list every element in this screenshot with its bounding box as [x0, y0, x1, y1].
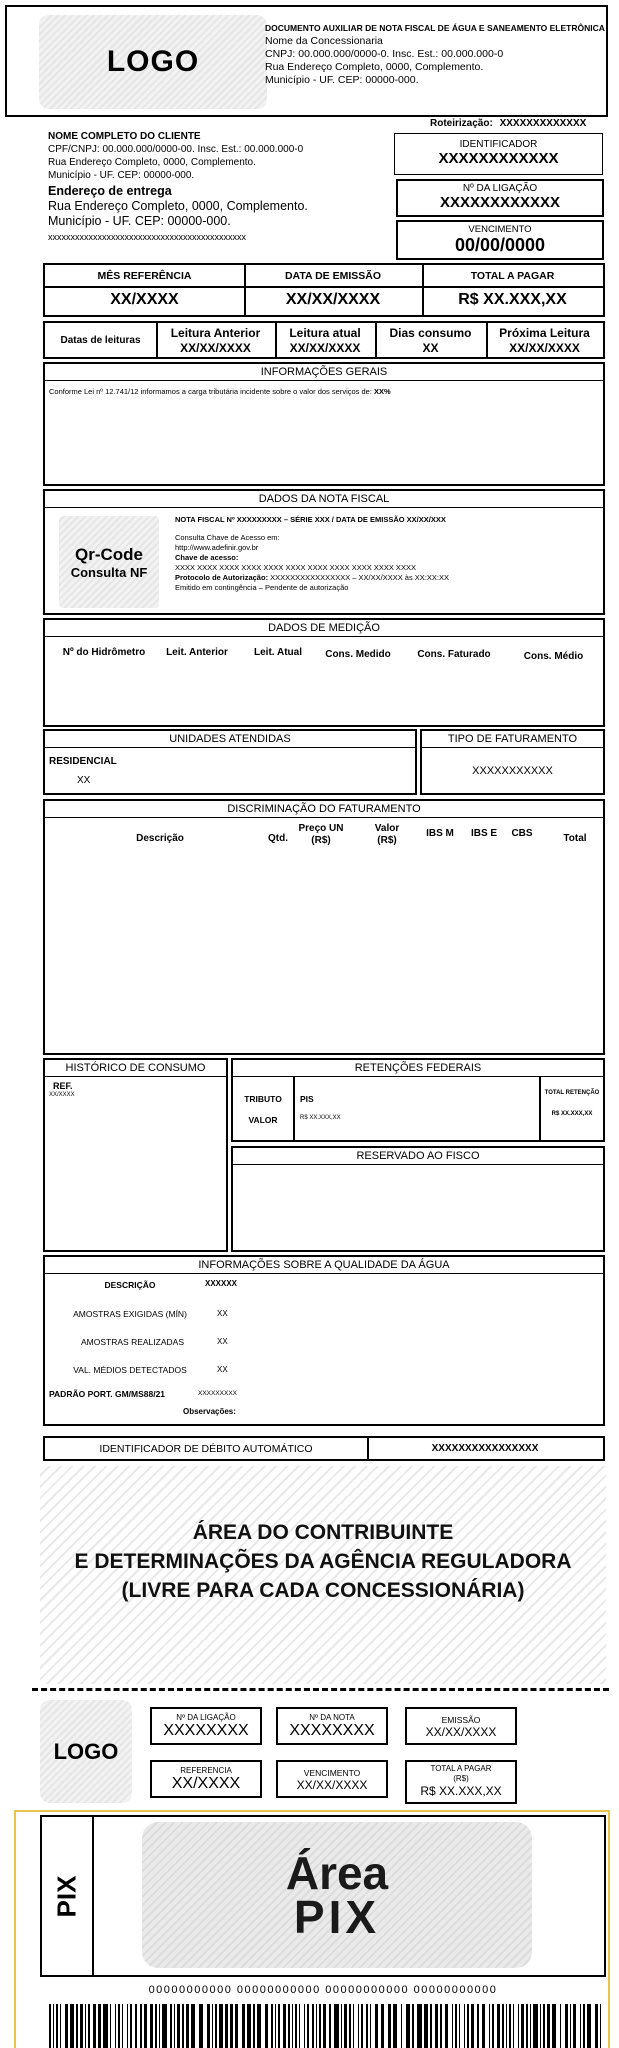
- barcode-bar: [319, 2004, 321, 2048]
- barcode-bar: [88, 2004, 90, 2048]
- barcode-bar: [140, 2004, 142, 2048]
- barcode-bar: [560, 2004, 562, 2048]
- barcode-bar: [445, 2004, 448, 2048]
- barcode-bar: [471, 2004, 474, 2048]
- pix-side-label: PIX: [51, 1875, 82, 1917]
- barcode-bar: [455, 2004, 457, 2048]
- col-prev-reading: Leit. Anterior: [166, 647, 228, 658]
- col-ibs-e: IBS E: [470, 828, 498, 839]
- barcode-bar: [570, 2004, 572, 2048]
- barcode-bar: [127, 2004, 129, 2048]
- barcode-bar: [375, 2004, 378, 2048]
- samples-done-value: XX: [217, 1337, 228, 1346]
- unit-count: XX: [77, 775, 91, 786]
- col-measured: Cons. Medido: [325, 649, 391, 660]
- current-reading-value: XX/XX/XXXX: [289, 341, 361, 355]
- barcode-bar: [358, 2004, 360, 2048]
- pix-area-placeholder: [142, 1822, 532, 1968]
- stub-issue-box: [405, 1707, 517, 1745]
- stub-total-box: [405, 1760, 517, 1804]
- tax-label: TRIBUTO: [244, 1094, 282, 1104]
- barcode: [49, 2004, 607, 2048]
- barcode-bar: [323, 2004, 326, 2048]
- barcode-bar: [85, 2004, 87, 2048]
- barcode-bar: [540, 2004, 542, 2048]
- barcode-bar: [435, 2004, 438, 2048]
- barcode-bar: [401, 2004, 403, 2048]
- barcode-bar: [452, 2004, 454, 2048]
- barcode-bar: [424, 2004, 429, 2048]
- auto-debit-value: XXXXXXXXXXXXXXXX: [431, 1443, 539, 1454]
- col-meter-number: Nº do Hidrômetro: [62, 647, 146, 658]
- barcode-bar: [430, 2004, 432, 2048]
- total-label: TOTAL A PAGAR: [470, 270, 555, 282]
- consumption-days-label: Dias consumo: [389, 326, 472, 340]
- company-logo: [39, 15, 267, 109]
- tax-name: PIS: [300, 1094, 314, 1104]
- access-key-site-label: Consulta Chave de Acesso em:: [175, 533, 280, 542]
- barcode-bar: [65, 2004, 68, 2048]
- fisco-box: [231, 1146, 605, 1252]
- barcode-bar: [344, 2004, 347, 2048]
- barcode-bar: [482, 2004, 485, 2048]
- billing-box: [43, 799, 605, 1055]
- ref-month-label: MÊS REFERÊNCIA: [97, 270, 192, 282]
- barcode-bar: [509, 2004, 511, 2048]
- auto-debit-box: [43, 1436, 605, 1461]
- issue-date-label: DATA DE EMISSÃO: [284, 270, 382, 282]
- taxpayer-area-line1: ÁREA DO CONTRIBUINTE: [192, 1521, 454, 1544]
- barcode-bar: [464, 2004, 466, 2048]
- quality-desc-label: DESCRIÇÃO: [104, 1280, 156, 1290]
- barcode-bar: [150, 2004, 153, 2048]
- col-ibs-m: IBS M: [426, 828, 454, 839]
- observations-label: Observações:: [183, 1407, 236, 1416]
- barcode-bar: [388, 2004, 391, 2048]
- client-extra: xxxxxxxxxxxxxxxxxxxxxxxxxxxxxxxxxxxxxxxxxxxx: [48, 232, 246, 242]
- barcode-bar: [341, 2004, 343, 2048]
- samples-done-label: AMOSTRAS REALIZADAS: [81, 1337, 184, 1347]
- quality-box: [43, 1255, 605, 1426]
- due-label: VENCIMENTO: [468, 224, 532, 235]
- barcode-bar: [292, 2004, 294, 2048]
- barcode-bar: [253, 2004, 255, 2048]
- qr-code-placeholder: [59, 516, 159, 608]
- routing: [430, 118, 586, 129]
- barcode-bar: [76, 2004, 78, 2048]
- barcode-bar: [381, 2004, 384, 2048]
- total-retention-value: R$ XX.XXX,XX: [551, 1111, 593, 1117]
- barcode-bar: [230, 2004, 233, 2048]
- barcode-bar: [275, 2004, 277, 2048]
- general-info-title: INFORMAÇÕES GERAIS: [45, 364, 603, 381]
- quality-title: INFORMAÇÕES SOBRE A QUALIDADE DA ÁGUA: [45, 1257, 603, 1274]
- barcode-bar: [235, 2004, 238, 2048]
- protocol-value: XXXXXXXXXXXXXXXX – XX/XX/XXXX às XX:XX:XX: [270, 573, 449, 582]
- tax-percent: XX%: [374, 387, 391, 396]
- barcode-bar: [370, 2004, 372, 2048]
- connection-value: XXXXXXXXXXXX: [439, 194, 561, 211]
- barcode-bar: [60, 2004, 62, 2048]
- col-cbs: CBS: [511, 828, 533, 839]
- avg-detected-label: VAL. MÉDIOS DETECTADOS: [73, 1365, 187, 1375]
- header-box: [5, 5, 608, 117]
- issue-date-value: XX/XX/XXXX: [285, 291, 381, 308]
- barcode-bar: [312, 2004, 314, 2048]
- company-name: Nome da Concessionaria: [265, 35, 383, 47]
- client-name: NOME COMPLETO DO CLIENTE: [48, 131, 201, 142]
- client-address: Rua Endereço Completo, 0000, Complemento.: [48, 157, 256, 168]
- summary-box: [43, 263, 605, 317]
- current-reading-label: Leitura atual: [289, 326, 361, 340]
- client-city: Município - UF. CEP: 00000-000.: [48, 170, 195, 181]
- due-value: 00/00/0000: [454, 235, 546, 255]
- barcode-bar: [265, 2004, 268, 2048]
- unit-category: RESIDENCIAL: [49, 756, 117, 767]
- next-reading-value: XX/XX/XXXX: [509, 341, 580, 355]
- barcode-bar: [162, 2004, 167, 2048]
- routing-value: XXXXXXXXXXXXX: [499, 118, 587, 129]
- barcode-bar: [115, 2004, 117, 2048]
- barcode-bar: [307, 2004, 309, 2048]
- barcode-bar: [513, 2004, 515, 2048]
- barcode-bar: [247, 2004, 252, 2048]
- next-reading-label: Próxima Leitura: [499, 326, 590, 340]
- barcode-bar: [70, 2004, 75, 2048]
- barcode-digits: 00000000000 00000000000 00000000000 00000000000: [148, 1984, 498, 1996]
- invoice-title: DADOS DA NOTA FISCAL: [45, 491, 603, 508]
- barcode-bar: [103, 2004, 108, 2048]
- consumption-days-value: XX: [422, 341, 439, 355]
- barcode-bar: [518, 2004, 520, 2048]
- stub-due-label: VENCIMENTO: [303, 1768, 361, 1778]
- delivery-address: Rua Endereço Completo, 0000, Complemento.: [48, 199, 308, 213]
- stub-issue-label: EMISSÃO: [441, 1715, 481, 1725]
- access-key-label: Chave de acesso:: [175, 553, 239, 562]
- barcode-bar: [366, 2004, 368, 2048]
- barcode-bar: [159, 2004, 161, 2048]
- barcode-bar: [393, 2004, 398, 2048]
- barcode-bar: [587, 2004, 592, 2048]
- barcode-bar: [412, 2004, 414, 2048]
- stub-logo: [40, 1700, 132, 1803]
- col-quantity: Qtd.: [268, 833, 288, 844]
- barcode-bar: [361, 2004, 363, 2048]
- routing-label: Roteirização:: [430, 118, 493, 129]
- barcode-bar: [186, 2004, 189, 2048]
- client-ids: CPF/CNPJ: 00.000.000/0000-00. Insc. Est.: 00.000.000-0: [48, 144, 304, 155]
- barcode-bar: [177, 2004, 180, 2048]
- barcode-bar: [110, 2004, 112, 2048]
- standard-label: PADRÃO PORT. GM/MS88/21: [49, 1389, 166, 1399]
- document-title: DOCUMENTO AUXILIAR DE NOTA FISCAL DE ÁGUA E SANEAMENTO ELETRÔNICA: [265, 23, 605, 33]
- samples-required-label: AMOSTRAS EXIGIDAS (MÍN): [73, 1309, 187, 1319]
- barcode-bar: [526, 2004, 528, 2048]
- company-city: Município - UF. CEP: 00000-000.: [265, 74, 419, 86]
- stub-note-value: XXXXXXXX: [289, 1722, 375, 1739]
- barcode-bar: [492, 2004, 494, 2048]
- history-ref-label: REF.: [53, 1081, 73, 1091]
- barcode-bar: [53, 2004, 55, 2048]
- cut-line: [32, 1688, 609, 1691]
- readings-box: [43, 321, 605, 359]
- col-curr-reading: Leit. Atual: [254, 647, 302, 658]
- barcode-bar: [502, 2004, 504, 2048]
- col-billed: Cons. Faturado: [417, 649, 491, 660]
- barcode-bar: [506, 2004, 508, 2048]
- barcode-bar: [477, 2004, 479, 2048]
- barcode-bar: [600, 2004, 602, 2048]
- stub-connection-value: XXXXXXXX: [163, 1722, 249, 1739]
- billing-title: DISCRIMINAÇÃO DO FATURAMENTO: [45, 801, 603, 818]
- history-title: HISTÓRICO DE CONSUMO: [45, 1060, 226, 1077]
- barcode-bar: [406, 2004, 411, 2048]
- standard-value: XXXXXXXXX: [198, 1390, 238, 1397]
- barcode-bar: [288, 2004, 290, 2048]
- barcode-bar: [459, 2004, 461, 2048]
- total-value: R$ XX.XXX,XX: [458, 291, 567, 308]
- barcode-bar: [334, 2004, 339, 2048]
- barcode-bar: [329, 2004, 331, 2048]
- barcode-bar: [130, 2004, 132, 2048]
- quality-desc-value: XXXXXX: [205, 1279, 238, 1288]
- barcode-bar: [155, 2004, 157, 2048]
- stub-ref-value: XX/XXXX: [171, 1775, 241, 1792]
- stub-due-box: [276, 1760, 388, 1798]
- qr-consult-label: Consulta NF: [70, 564, 148, 580]
- units-box: [43, 729, 417, 795]
- dates-label: Datas de leituras: [60, 335, 141, 346]
- protocol-label: Protocolo de Autorização:: [175, 573, 269, 582]
- auto-debit-label: IDENTIFICADOR DE DÉBITO AUTOMÁTICO: [99, 1443, 313, 1455]
- stub-logo-text: LOGO: [53, 1738, 119, 1764]
- barcode-bar: [191, 2004, 196, 2048]
- barcode-bar: [135, 2004, 137, 2048]
- barcode-bar: [219, 2004, 224, 2048]
- billing-type-title: TIPO DE FATURAMENTO: [422, 731, 603, 748]
- stub-total-label: TOTAL A PAGAR (R$): [430, 1764, 492, 1783]
- stub-connection-box: [150, 1707, 262, 1745]
- measurement-title: DADOS DE MEDIÇÃO: [45, 620, 603, 637]
- retentions-title: RETENÇÕES FEDERAIS: [233, 1060, 603, 1077]
- general-info-text: Conforme Lei nº 12.741/12 informamos a carga tributária incidente sobre o valor dos serviços de:: [49, 387, 372, 396]
- total-retention-label: TOTAL RETENÇÃO: [544, 1090, 600, 1096]
- barcode-bar: [573, 2004, 576, 2048]
- fisco-title: RESERVADO AO FISCO: [233, 1148, 603, 1165]
- barcode-bar: [56, 2004, 58, 2048]
- billing-type-box: [420, 729, 605, 795]
- units-title: UNIDADES ATENDIDAS: [45, 731, 415, 748]
- barcode-bar: [98, 2004, 101, 2048]
- barcode-bar: [349, 2004, 351, 2048]
- barcode-bar: [257, 2004, 262, 2048]
- barcode-bar: [182, 2004, 184, 2048]
- taxpayer-area-line2: E DETERMINAÇÕES DA AGÊNCIA REGULADORA: [74, 1550, 572, 1573]
- stub-due-value: XX/XX/XXXX: [296, 1778, 368, 1792]
- barcode-bar: [316, 2004, 318, 2048]
- barcode-bar: [489, 2004, 491, 2048]
- barcode-bar: [242, 2004, 245, 2048]
- col-value: Valor (R$): [374, 823, 400, 846]
- barcode-bar: [595, 2004, 598, 2048]
- barcode-bar: [533, 2004, 538, 2048]
- taxpayer-area: [40, 1466, 606, 1684]
- history-ref-value: XX/XXXX: [49, 1092, 75, 1098]
- connection-box: [396, 179, 604, 217]
- barcode-bar: [295, 2004, 297, 2048]
- stub-total-value: R$ XX.XXX,XX: [420, 1784, 502, 1798]
- barcode-bar: [299, 2004, 301, 2048]
- barcode-bar: [80, 2004, 83, 2048]
- barcode-bar: [543, 2004, 545, 2048]
- ref-month-value: XX/XXXX: [110, 291, 179, 308]
- barcode-bar: [583, 2004, 585, 2048]
- stub-issue-value: XX/XX/XXXX: [425, 1725, 497, 1739]
- general-info-box: [43, 362, 605, 486]
- barcode-bar: [497, 2004, 500, 2048]
- stub-ref-box: [150, 1760, 262, 1798]
- barcode-bar: [144, 2004, 147, 2048]
- barcode-bar: [225, 2004, 228, 2048]
- col-average: Cons. Médio: [523, 651, 584, 662]
- tax-value: R$ XX.XXX,XX: [300, 1115, 341, 1121]
- delivery-city: Município - UF. CEP: 00000-000.: [48, 214, 231, 228]
- barcode-bar: [271, 2004, 273, 2048]
- barcode-bar: [278, 2004, 280, 2048]
- previous-reading-label: Leitura Anterior: [170, 326, 261, 340]
- qr-code-label: Qr-Code: [75, 544, 143, 564]
- company-address: Rua Endereço Completo, 0000, Complemento.: [265, 61, 484, 73]
- contingency-note: Emitido em contingência – Pendente de autorização: [175, 583, 349, 592]
- barcode-bar: [521, 2004, 524, 2048]
- barcode-bar: [547, 2004, 550, 2048]
- barcode-bar: [207, 2004, 210, 2048]
- avg-detected-value: XX: [217, 1365, 228, 1374]
- col-unit-price: Preço UN (R$): [298, 823, 344, 846]
- barcode-bar: [212, 2004, 214, 2048]
- barcode-bar: [170, 2004, 172, 2048]
- logo-text: LOGO: [106, 45, 200, 78]
- barcode-bar: [440, 2004, 442, 2048]
- connection-label: Nº DA LIGAÇÃO: [462, 183, 538, 194]
- barcode-bar: [467, 2004, 469, 2048]
- pix-area-line2: PIX: [293, 1891, 381, 1943]
- stub-ref-label: REFERENCIA: [180, 1766, 232, 1775]
- col-total: Total: [563, 833, 587, 844]
- barcode-bar: [93, 2004, 96, 2048]
- barcode-bar: [304, 2004, 306, 2048]
- previous-reading-value: XX/XX/XXXX: [180, 341, 251, 355]
- barcode-bar: [552, 2004, 557, 2048]
- access-key-value: XXXX XXXX XXXX XXXX XXXX XXXX XXXX XXXX XXXX XXXX XXXX: [175, 563, 416, 572]
- taxpayer-area-line3: (LIVRE PARA CADA CONCESSIONÁRIA): [121, 1579, 525, 1602]
- value-label: VALOR: [248, 1115, 278, 1125]
- barcode-bar: [530, 2004, 532, 2048]
- barcode-bar: [174, 2004, 176, 2048]
- company-ids: CNPJ: 00.000.000/0000-0. Insc. Est.: 00.000.000-0: [265, 48, 504, 60]
- barcode-bar: [118, 2004, 120, 2048]
- identifier-box: [394, 133, 603, 175]
- col-description: Descrição: [136, 833, 184, 844]
- delivery-title: Endereço de entrega: [48, 184, 172, 198]
- barcode-bar: [565, 2004, 568, 2048]
- retentions-box: [231, 1058, 605, 1142]
- invoice-number: NOTA FISCAL Nº XXXXXXXXX – SÉRIE XXX / DATA DE EMISSÃO XX/XX/XXX: [175, 515, 446, 524]
- barcode-bar: [215, 2004, 217, 2048]
- barcode-bar: [199, 2004, 204, 2048]
- billing-type-value: XXXXXXXXXXX: [472, 765, 553, 777]
- stub-note-box: [276, 1707, 388, 1745]
- pix-area-line1: Área: [285, 1847, 389, 1899]
- invoice-box: [43, 489, 605, 615]
- barcode-bar: [580, 2004, 582, 2048]
- barcode-bar: [283, 2004, 286, 2048]
- history-box: [43, 1058, 228, 1252]
- samples-required-value: XX: [217, 1309, 228, 1318]
- measurement-box: [43, 618, 605, 727]
- due-box: [396, 220, 604, 260]
- pix-box: [40, 1815, 606, 1977]
- barcode-bar: [49, 2004, 51, 2048]
- identifier-label: IDENTIFICADOR: [459, 139, 538, 150]
- barcode-bar: [122, 2004, 124, 2048]
- barcode-bar: [417, 2004, 422, 2048]
- access-key-site: http://www.adefinir.gov.br: [175, 543, 259, 552]
- barcode-bar: [353, 2004, 355, 2048]
- identifier-value: XXXXXXXXXXXX: [438, 150, 559, 167]
- stub-connection-label: Nº DA LIGAÇÃO: [176, 1713, 236, 1722]
- stub-note-label: Nº DA NOTA: [309, 1713, 355, 1722]
